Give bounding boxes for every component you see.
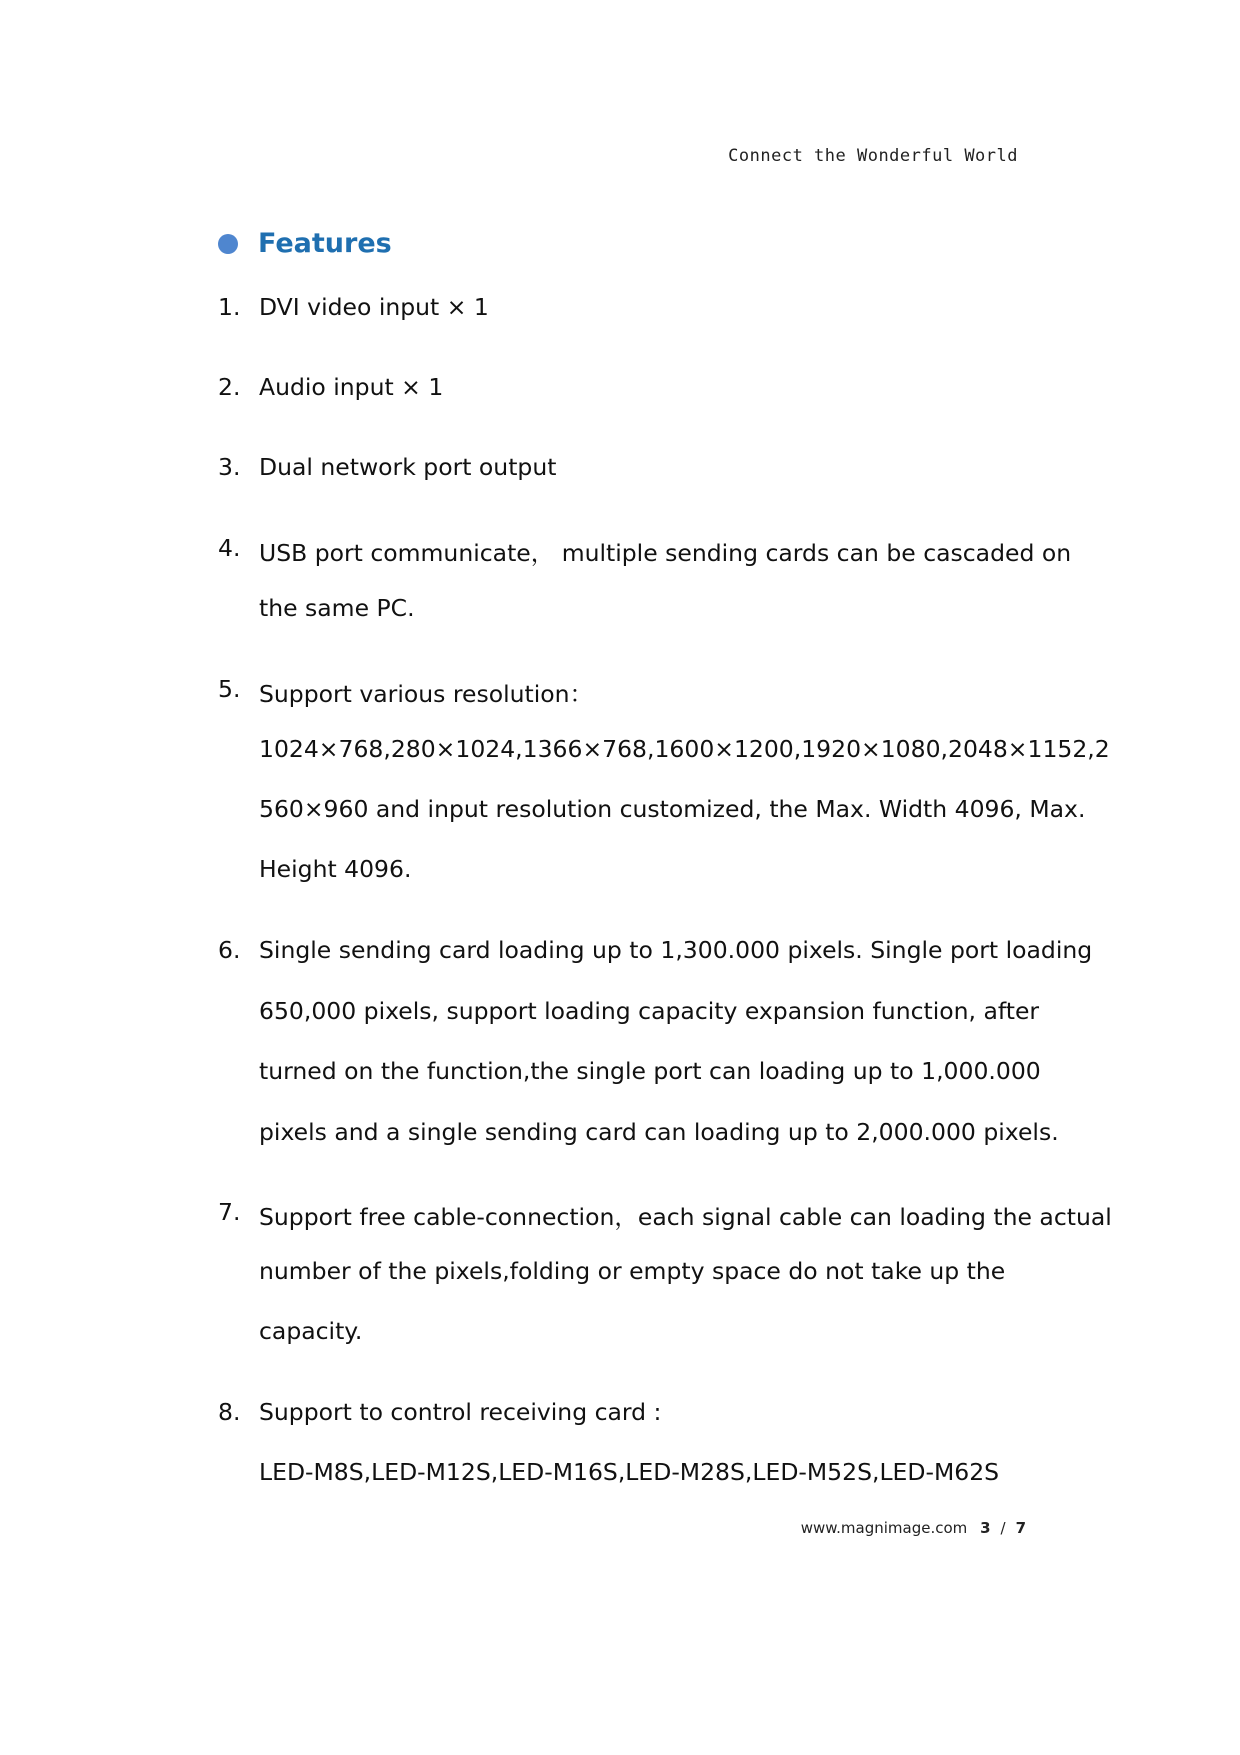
item-text: DVI video input × 1 [259, 293, 489, 321]
item-number: 7. [218, 1198, 241, 1226]
page-total: 7 [1015, 1519, 1026, 1537]
item-number: 1. [218, 293, 241, 321]
item-text: turned on the function,the single port can loading up to 1,000.000 [259, 1057, 1041, 1085]
item-text: the same PC. [259, 594, 415, 622]
page-separator: / [1000, 1519, 1006, 1537]
item-number: 4. [218, 534, 241, 562]
bullet-dot-icon [218, 234, 238, 254]
footer-website: www.magnimage.com [800, 1519, 968, 1537]
item-text: Audio input × 1 [259, 373, 444, 401]
item-text: LED-M8S,LED-M12S,LED-M16S,LED-M28S,LED-M52S,LED-M62S [259, 1458, 1000, 1486]
item-text: USB port communicate， multiple sending cards can be cascaded on [259, 539, 1072, 567]
item-text: 560×960 and input resolution customized, the Max. Width 4096, Max. [259, 795, 1086, 823]
item-text: pixels and a single sending card can loading up to 2,000.000 pixels. [259, 1118, 1059, 1146]
item-text: Single sending card loading up to 1,300.000 pixels. Single port loading [259, 936, 1093, 964]
item-text: capacity. [259, 1317, 363, 1345]
item-text: Support various resolution： [259, 680, 594, 708]
page-footer [801, 1519, 1026, 1537]
item-text: 1024×768,280×1024,1366×768,1600×1200,1920×1080,2048×1152,2 [259, 735, 1110, 763]
item-number: 2. [218, 373, 241, 401]
item-text: number of the pixels,folding or empty space do not take up the [259, 1257, 1006, 1285]
item-number: 6. [218, 936, 241, 964]
section-title: Features [258, 228, 392, 259]
item-text: Height 4096. [259, 855, 412, 883]
item-number: 8. [218, 1398, 241, 1426]
item-text: Support to control receiving card : [259, 1398, 662, 1426]
item-text: Support free cable-connection，each signal cable can loading the actual [259, 1203, 1112, 1231]
item-text: 650,000 pixels, support loading capacity expansion function, after [259, 997, 1040, 1025]
item-number: 3. [218, 453, 241, 481]
page-number: 3 [980, 1519, 991, 1537]
item-number: 5. [218, 675, 241, 703]
header-tagline: Connect the Wonderful World [728, 146, 1018, 166]
section-heading [218, 228, 392, 259]
item-text: Dual network port output [259, 453, 557, 481]
